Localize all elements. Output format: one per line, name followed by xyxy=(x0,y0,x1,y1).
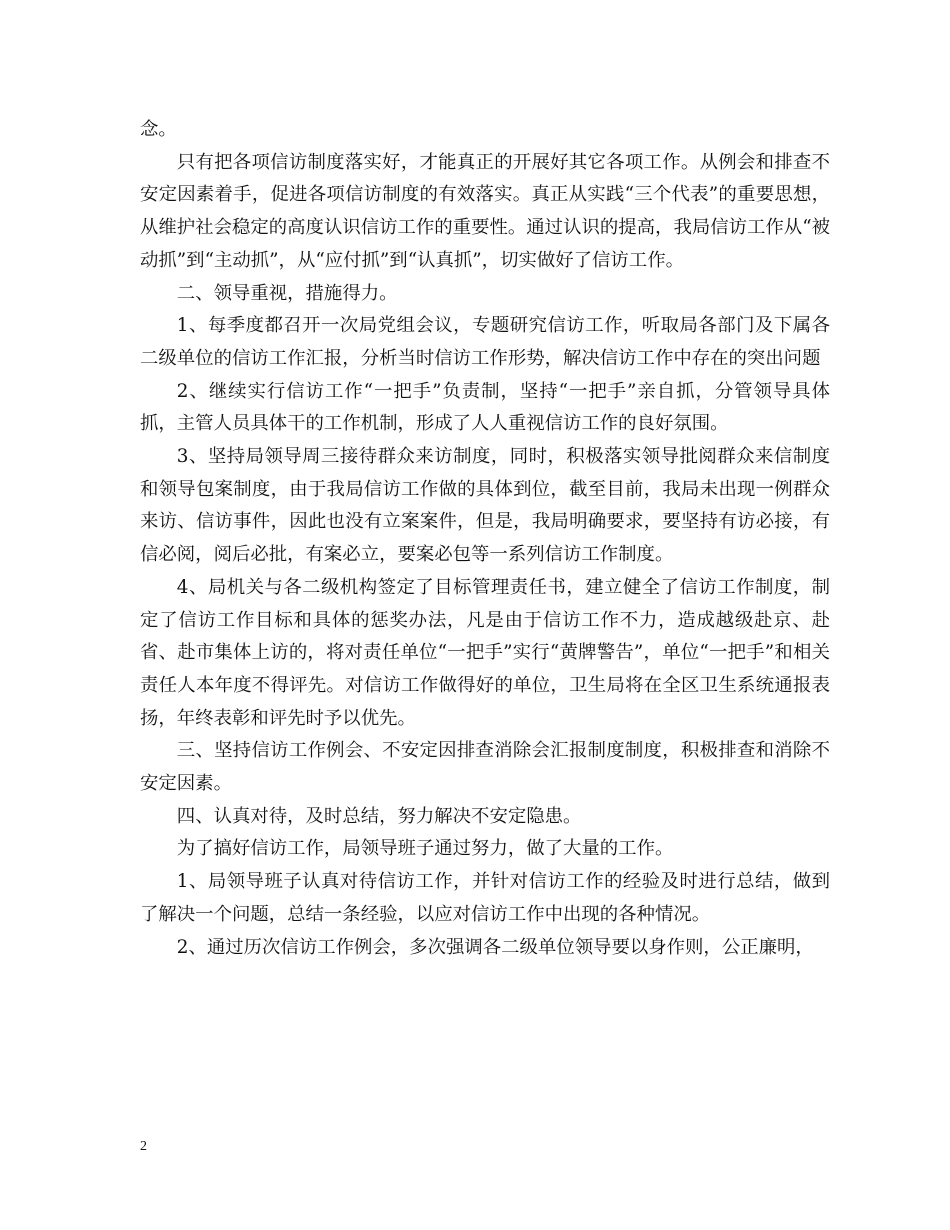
paragraph: 3、坚持局领导周三接待群众来访制度，同时，积极落实领导批阅群众来信制度和领导包案制度，由于我局信访工作做的具体到位，截至目前，我局未出现一例群众来访、信访事件，因此也没有立案案件，但是，我局明确要求，要坚持有访必接，有信必阅，阅后必批，有案必立，要案必包等一系列信访工作制度。 xyxy=(140,446,830,566)
paragraph: 1、局领导班子认真对待信访工作，并针对信访工作的经验及时进行总结，做到了解决一个问题，总结一条经验，以应对信访工作中出现的各种情况。 xyxy=(140,871,830,925)
paragraph: 2、通过历次信访工作例会，多次强调各二级单位领导要以身作则，公正廉明， xyxy=(176,936,814,958)
paragraph: 为了搞好信访工作，局领导班子通过努力，做了大量的工作。 xyxy=(176,838,674,860)
section-heading: 二、领导重视，措施得力。 xyxy=(176,282,398,304)
section-heading: 四、认真对待，及时总结，努力解决不安定隐患。 xyxy=(176,805,582,827)
document-body xyxy=(140,114,830,964)
page-number: 2 xyxy=(140,1139,147,1154)
paragraph: 2、继续实行信访工作“一把手”负责制，坚持“一把手”亲自抓，分管领导具体抓，主管人员具体干的工作机制，形成了人人重视信访工作的良好氛围。 xyxy=(140,380,830,435)
paragraph: 1、每季度都召开一次局党组会议，专题研究信访工作，听取局各部门及下属各二级单位的信访工作汇报，分析当时信访工作形势，解决信访工作中存在的突出问题 xyxy=(140,315,830,369)
paragraph: 念。 xyxy=(140,119,177,140)
paragraph: 4、局机关与各二级机构签定了目标管理责任书，建立健全了信访工作制度，制定了信访工作目标和具体的惩奖办法，凡是由于信访工作不力，造成越级赴京、赴省、赴市集体上访的，将对责任单位“一把手”实行“黄牌警告”，单位“一把手”和相关责任人本年度不得评先。对信访工作做得好的单位，卫生局将在全区卫生系统通报表扬，年终表彰和评先时予以优先。 xyxy=(140,576,830,729)
paragraph: 只有把各项信访制度落实好，才能真正的开展好其它各项工作。从例会和排查不安定因素着手，促进各项信访制度的有效落实。真正从实践“三个代表”的重要思想，从维护社会稳定的高度认识信访工作的重要性。通过认识的提高，我局信访工作从“被动抓”到“主动抓”，从“应付抓”到“认真抓”，切实做好了信访工作。 xyxy=(140,151,830,271)
section-heading: 三、坚持信访工作例会、不安定因排查消除会汇报制度制度，积极排查和消除不安定因素。 xyxy=(140,740,830,795)
